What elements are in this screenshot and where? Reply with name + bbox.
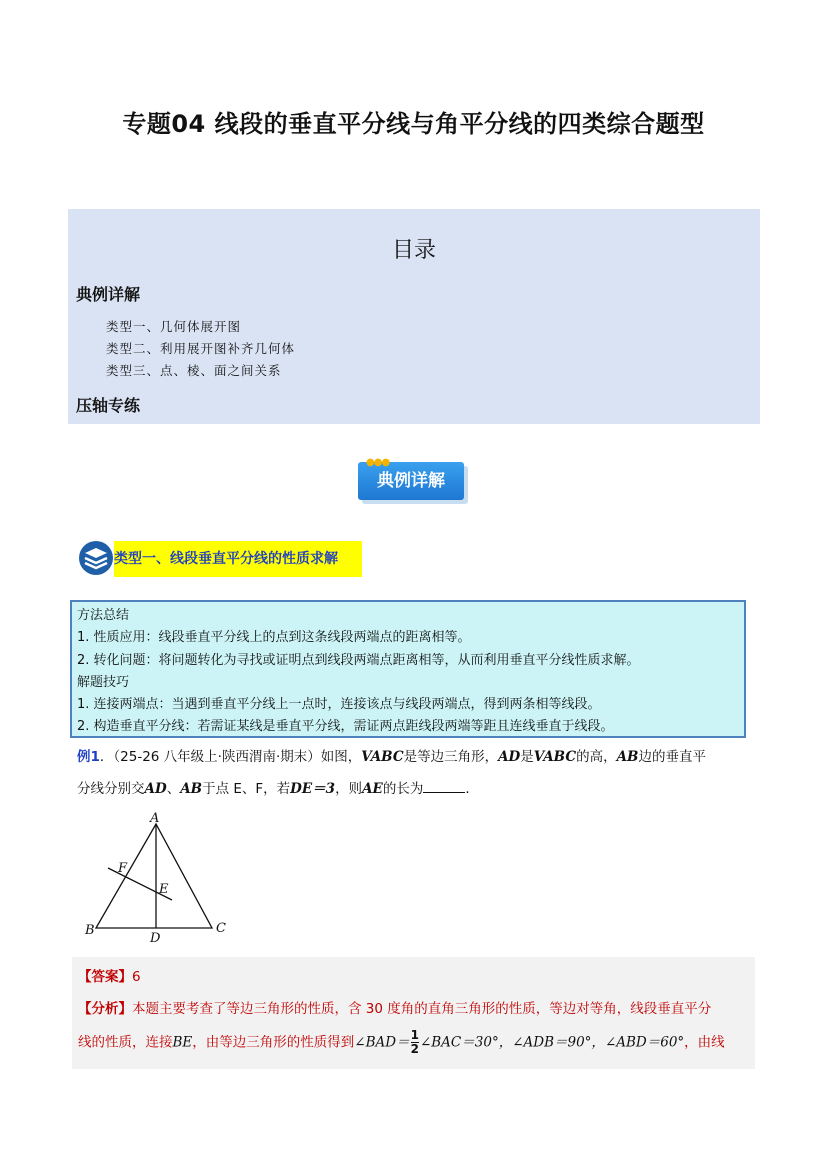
example-number: 例1 <box>77 749 100 765</box>
section-banner-label: 典例详解 <box>358 462 464 500</box>
tip-point-2: 2. 构造垂直平分线：若需证某线是垂直平分线，需证两点距线段两端等距且连线垂直于线段。 <box>77 719 614 734</box>
toc-heading: 目录 <box>391 238 436 263</box>
label-f: F <box>118 861 128 876</box>
page-title: 专题04 线段的垂直平分线与角平分线的四类综合题型 <box>122 110 705 138</box>
label-d: D <box>150 931 161 946</box>
tips-title: 解题技巧 <box>77 675 130 690</box>
answer-line <box>78 965 141 985</box>
toc-item-2[interactable]: 类型二、利用展开图补齐几何体 <box>106 341 296 356</box>
analysis-tag: 【分析】 <box>78 1001 132 1017</box>
analysis-line-1: 【分析】本题主要考查了等边三角形的性质，含 30 度角的直角三角形的性质，等边对等角，线段垂直平分 <box>78 1001 712 1017</box>
tip-point-1: 1. 连接两端点：当遇到垂直平分线上一点时，连接该点与线段两端点，得到两条相等线段。 <box>77 697 601 712</box>
label-e: E <box>159 882 169 897</box>
method-summary-box <box>70 600 746 738</box>
toc-section-examples[interactable]: 典例详解 <box>76 285 141 304</box>
label-c: C <box>216 921 226 936</box>
toc-item-3[interactable]: 类型三、点、棱、面之间关系 <box>106 363 282 378</box>
answer-value: 6 <box>132 969 141 985</box>
stack-icon <box>76 540 116 576</box>
table-of-contents <box>68 209 760 424</box>
toc-item-1[interactable]: 类型一、几何体展开图 <box>106 319 242 334</box>
answer-blank[interactable] <box>423 780 465 793</box>
answer-tag: 【答案】 <box>78 969 132 985</box>
method-title: 方法总结 <box>77 608 130 623</box>
example-line-1: 例1．（25-26 八年级上·陕西渭南·期末）如图，VABC是等边三角形，AD是VABC的高，AB边的垂直平 <box>77 749 706 765</box>
label-a: A <box>150 811 160 826</box>
section-banner <box>358 457 468 502</box>
method-point-1: 1. 性质应用：线段垂直平分线上的点到这条线段两端点的距离相等。 <box>77 630 471 645</box>
dots-decoration: ●●● <box>366 457 390 468</box>
fraction-one-half: $\frac{1}{2}$ <box>410 1028 419 1056</box>
answer-box <box>72 957 755 1069</box>
triangle-figure <box>80 810 240 950</box>
toc-section-practice[interactable]: 压轴专练 <box>76 396 141 415</box>
label-b: B <box>85 923 95 938</box>
example-line-2: 分线分别交AD、AB于点 E、F，若DE＝3，则AE的长为 ． <box>77 781 479 797</box>
type-heading: 类型一、线段垂直平分线的性质求解 <box>114 541 362 577</box>
analysis-line-2: 线的性质，连接BE，由等边三角形的性质得到∠BAD＝ $\frac{1}{2}\angle BAC=30^\circ$，∠ADB＝90°，∠ABD＝60°，由线 <box>78 1028 725 1056</box>
method-point-2: 2. 转化问题：将问题转化为寻找或证明点到线段两端点距离相等，从而利用垂直平分线性质求解。 <box>77 653 640 668</box>
triangle-abc <box>96 824 212 928</box>
